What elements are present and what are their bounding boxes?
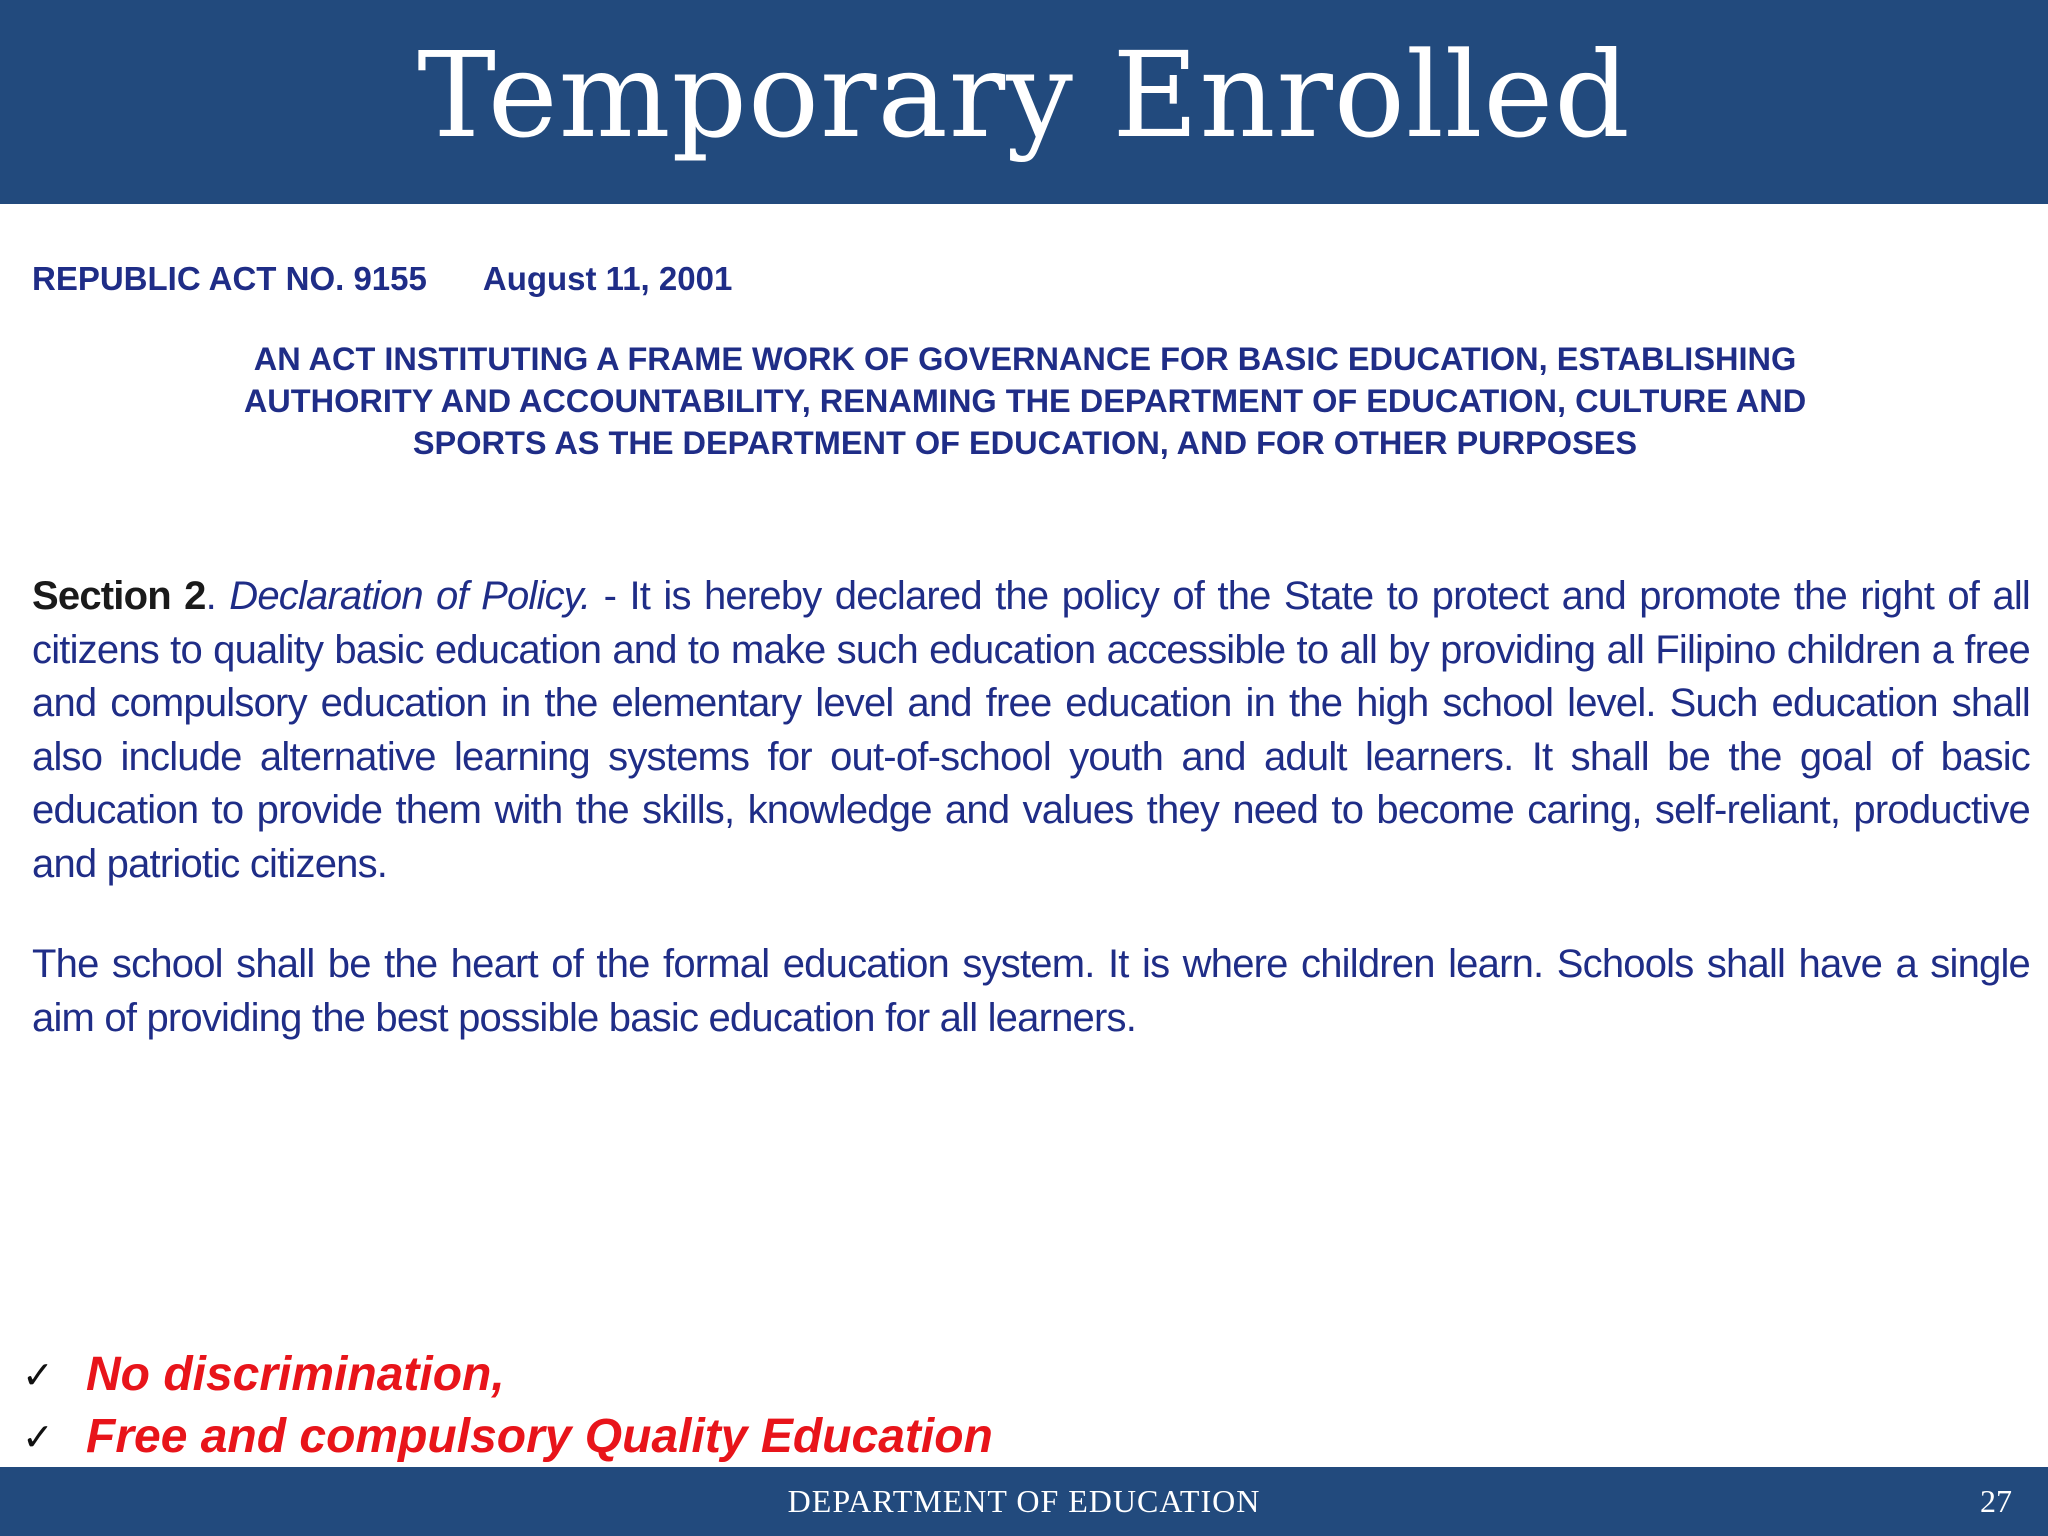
act-title-line: AN ACT INSTITUTING A FRAME WORK OF GOVERNANCE FOR BASIC EDUCATION, ESTABLISHING bbox=[253, 341, 1797, 377]
act-header bbox=[32, 260, 732, 298]
footer-text: DEPARTMENT OF EDUCATION bbox=[787, 1483, 1261, 1519]
checklist-item bbox=[22, 1344, 993, 1406]
act-title-line: AUTHORITY AND ACCOUNTABILITY, RENAMING THE DEPARTMENT OF EDUCATION, CULTURE AND bbox=[243, 383, 1807, 419]
act-number: REPUBLIC ACT NO. 9155 bbox=[32, 260, 427, 297]
checklist-item-label: Free and compulsory Quality Education bbox=[86, 1410, 993, 1463]
section-title: Declaration of Policy. bbox=[229, 574, 591, 618]
school-paragraph: The school shall be the heart of the formal education system. It is where children learn. Schools shall have a single aim of providing the best possible basic education for all learners. bbox=[32, 942, 2030, 1040]
checkmark-icon: ✓ bbox=[22, 1415, 54, 1459]
title-bar bbox=[0, 0, 2048, 204]
slide-title: Temporary Enrolled bbox=[417, 26, 1631, 164]
checklist-item-label: No discrimination, bbox=[86, 1348, 505, 1401]
checklist-item bbox=[22, 1406, 993, 1468]
section-label: Section 2 bbox=[32, 574, 206, 618]
act-title-line: SPORTS AS THE DEPARTMENT OF EDUCATION, AND FOR OTHER PURPOSES bbox=[412, 425, 1638, 461]
section-body: - It is hereby declared the policy of the State to protect and promote the right of all citizens to quality basic education and to make such education accessible to all by providing all Filipino children a free and compulsory education in the elementary level and free education in the high school level. Such education shall also include alternative learning systems for out-of-school youth and adult learners. It shall be the goal of basic education to provide them with the skills, knowledge and values they need to become caring, self-reliant, productive and patriotic citizens. bbox=[32, 574, 2030, 886]
footer-bar bbox=[0, 1467, 2048, 1536]
act-title bbox=[60, 338, 1990, 464]
act-date: August 11, 2001 bbox=[482, 260, 733, 297]
section-2 bbox=[32, 570, 2030, 891]
page-number: 27 bbox=[1980, 1483, 2012, 1519]
checkmark-icon: ✓ bbox=[22, 1353, 54, 1397]
section-separator: . bbox=[205, 574, 230, 618]
checklist bbox=[22, 1344, 993, 1468]
